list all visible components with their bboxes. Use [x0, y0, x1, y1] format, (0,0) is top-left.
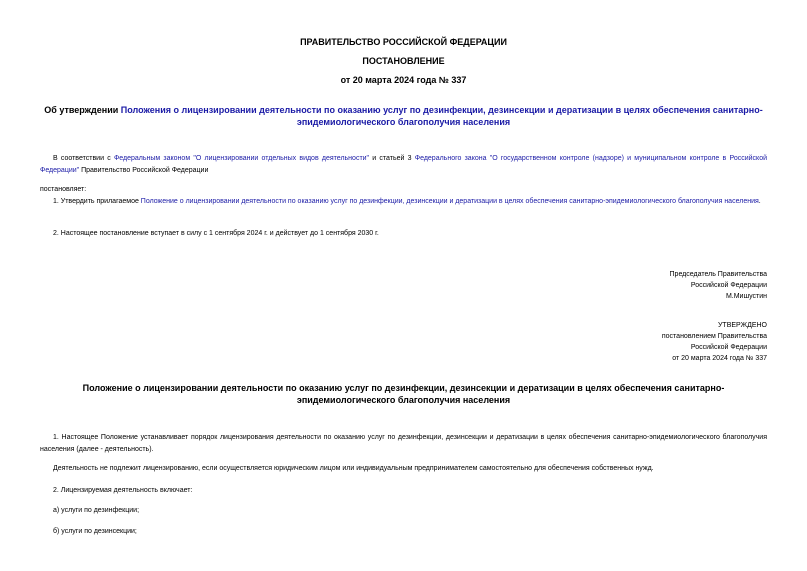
item-1 [40, 196, 767, 208]
approval-block [560, 320, 767, 364]
regulation-paragraph-1: 1. Настоящее Положение устанавливает порядок лицензирования деятельности по оказанию услуг по дезинфекции, дезинсекции и дератизации в целях обеспечения санитарно-эпидемиологического благополучия населения (далее - деятельность). [40, 434, 767, 453]
regulation-item-b: б) услуги по дезинсекции; [53, 528, 137, 535]
item-1-prefix: 1. Утвердить прилагаемое [53, 198, 141, 205]
document-title [40, 104, 767, 128]
signature-line-1: Председатель Правительства [669, 271, 767, 278]
signature-name: М.Мишустин [725, 293, 767, 300]
regulation-paragraph-3: 2. Лицензируемая деятельность включает: [53, 487, 193, 494]
signature-line-2: Российской Федерации [690, 282, 767, 289]
doc-type-heading: ПОСТАНОВЛЕНИЕ [362, 56, 445, 66]
preamble-link-law-licensing[interactable]: Федеральным законом "О лицензировании отдельных видов деятельности" [113, 155, 370, 162]
date-number: от 20 марта 2024 года № 337 [340, 75, 467, 85]
preamble [40, 153, 767, 177]
approval-line-3: Российской Федерации [690, 344, 767, 351]
item-2: 2. Настоящее постановление вступает в силу с 1 сентября 2024 г. и действует до 1 сентября 2030 г. [53, 230, 379, 237]
item-1-link[interactable]: Положение о лицензировании деятельности по оказанию услуг по дезинфекции, дезинсекции и дератизации в целях обеспечения санитарно-эпидемиологического благополучия населения [140, 198, 759, 205]
regulation-title: Положение о лицензировании деятельности по оказанию услуг по дезинфекции, дезинсекции и дератизации в целях обеспечения санитарно-эпидемиологического благополучия населения [82, 383, 725, 405]
title-prefix: Об утверждении [44, 105, 121, 115]
preamble-link-law-control[interactable]: Федерального закона "О государственном контроле (надзоре) и муниципальном контроле в Российской Федерации" [40, 155, 767, 174]
regulation-paragraph-2: Деятельность не подлежит лицензированию, если осуществляется юридическим лицом или индивидуальным предпринимателем самостоятельно для обеспечения собственных нужд. [53, 465, 654, 472]
signature-block [560, 269, 767, 302]
regulation-item-a: а) услуги по дезинфекции; [53, 507, 140, 514]
resolves-text: постановляет: [40, 186, 87, 193]
approval-line-1: УТВЕРЖДЕНО [717, 322, 767, 329]
preamble-text-3: Правительство Российской Федерации [79, 167, 209, 174]
government-heading: ПРАВИТЕЛЬСТВО РОССИЙСКОЙ ФЕДЕРАЦИИ [300, 37, 507, 47]
approval-line-4: от 20 марта 2024 года № 337 [672, 355, 767, 362]
title-link[interactable]: Положения о лицензировании деятельности по оказанию услуг по дезинфекции, дезинсекции и дератизации в целях обеспечения санитарно-эпидемиологического благополучия населения [120, 105, 763, 127]
preamble-text-2: и статьей 3 [369, 155, 415, 162]
item-1-suffix: . [758, 198, 761, 205]
preamble-text-1: В соответствии с [53, 155, 114, 162]
approval-line-2: постановлением Правительства [661, 333, 767, 340]
